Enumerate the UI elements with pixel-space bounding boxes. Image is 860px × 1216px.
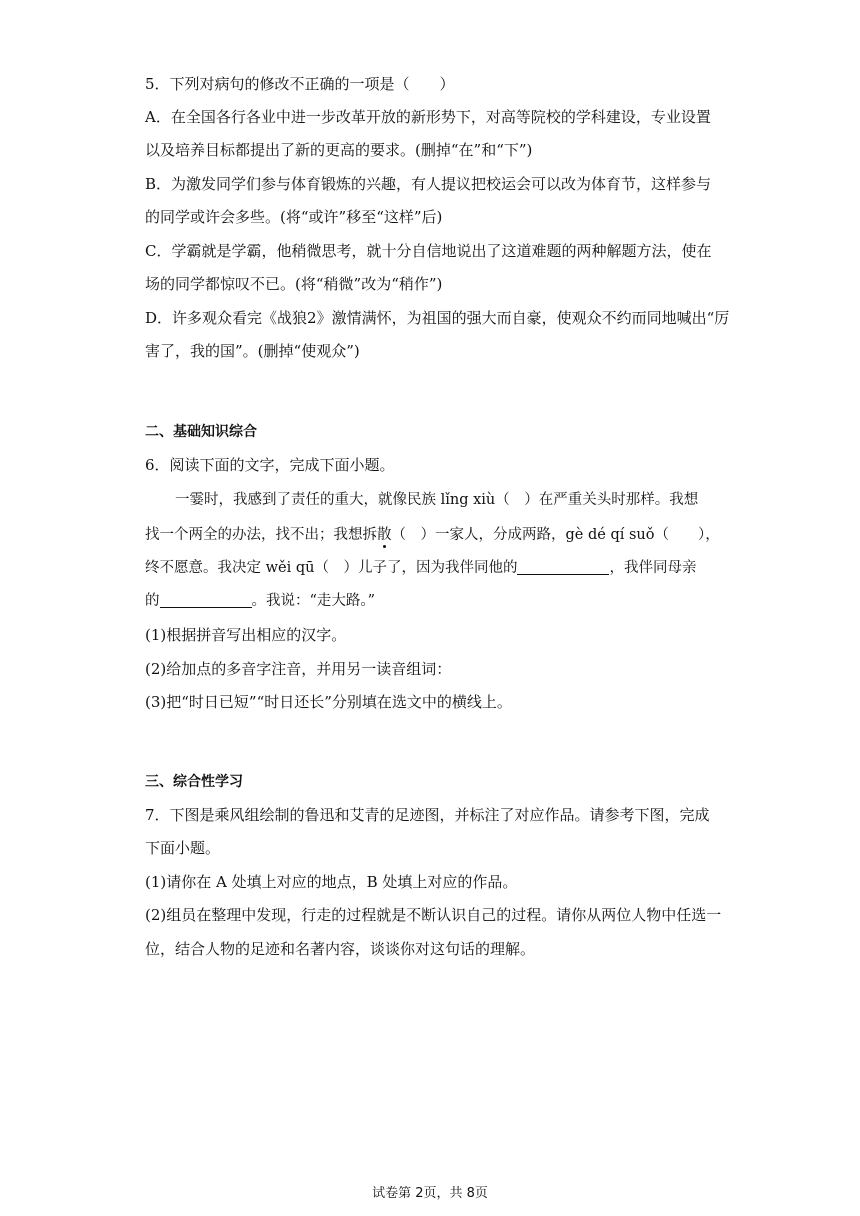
q5-option-c-line1: C．学霸就是学霸，他稍微思考，就十分自信地说出了这道难题的两种解题方法，使在	[145, 242, 712, 260]
page-footer: 试卷第 2页，共 8页	[372, 1186, 488, 1201]
q7-sub2-line1: (2)组员在整理中发现，行走的过程就是不断认识自己的过程。请你从两位人物中任选一	[145, 906, 722, 924]
q5-option-a-line1: A．在全国各行各业中进一步改革开放的新形势下，对高等院校的学科建设，专业设置	[145, 108, 711, 126]
q7-stem-line2: 下面小题。	[145, 839, 221, 857]
q6-sub2: (2)给加点的多音字注音，并用另一读音组词：	[145, 660, 452, 678]
q5-stem: 5．下列对病句的修改不正确的一项是（ ）	[145, 75, 455, 93]
q5-option-b-line1: B．为激发同学们参与体育锻炼的兴趣，有人提议把校运会可以改为体育节，这样参与	[145, 175, 712, 193]
passage-line1: 一霎时，我感到了责任的重大，就像民族 lǐng xiù（ ）在严重关头时那样。我想	[175, 492, 699, 508]
passage-line4	[145, 590, 375, 612]
q6-sub1: (1)根据拼音写出相应的汉字。	[145, 626, 347, 644]
passage-line4-end: 。我说：“走大路。”	[251, 593, 376, 609]
section2-heading: 二、基础知识综合	[145, 424, 257, 440]
passage-line3-start: 终不愿意。我决定 wěi qū（ ）儿子了，因为我伴同他的	[145, 560, 518, 576]
q5-option-b-line2: 的同学或许会多些。(将“或许”移至“这样”后)	[145, 208, 443, 226]
passage-line3	[145, 557, 696, 579]
passage-line2-start: 找一个两全的办法，找不出；我想拆	[145, 527, 377, 543]
blank-2[interactable]	[160, 591, 252, 608]
passage-line2-end: （ ）一家人，分成两路，gè dé qí suǒ（ ），	[391, 527, 720, 543]
q7-sub1: (1)请你在 A 处填上对应的地点，B 处填上对应的作品。	[145, 873, 518, 891]
passage-line4-start: 的	[145, 593, 160, 609]
q6-sub3: (3)把“时日已短”“时日还长”分别填在选文中的横线上。	[145, 693, 512, 711]
q5-option-a-line2: 以及培养目标都提出了新的更高的要求。(删掉“在”和“下”)	[145, 141, 533, 159]
section3-heading: 三、综合性学习	[145, 774, 243, 790]
passage-line2	[145, 524, 720, 546]
dotted-polyphone: 散	[377, 527, 392, 543]
q5-option-d-line2: 害了，我的国”。(删掉“使观众”)	[145, 342, 360, 360]
q5-option-d-line1: D．许多观众看完《战狼2》激情满怀，为祖国的强大而自豪，使观众不约而同地喊出“厉	[145, 309, 730, 327]
q7-sub2-line2: 位，结合人物的足迹和名著内容，谈谈你对这句话的理解。	[145, 940, 536, 958]
q7-stem-line1: 7．下图是乘风组绘制的鲁迅和艾青的足迹图，并标注了对应作品。请参考下图，完成	[145, 806, 710, 824]
passage-line3-end: ，我伴同母亲	[609, 560, 697, 576]
blank-1[interactable]	[517, 558, 609, 575]
q6-stem: 6．阅读下面的文字，完成下面小题。	[145, 456, 395, 474]
q5-option-c-line2: 场的同学都惊叹不已。(将“稍微”改为“稍作”)	[145, 275, 443, 293]
